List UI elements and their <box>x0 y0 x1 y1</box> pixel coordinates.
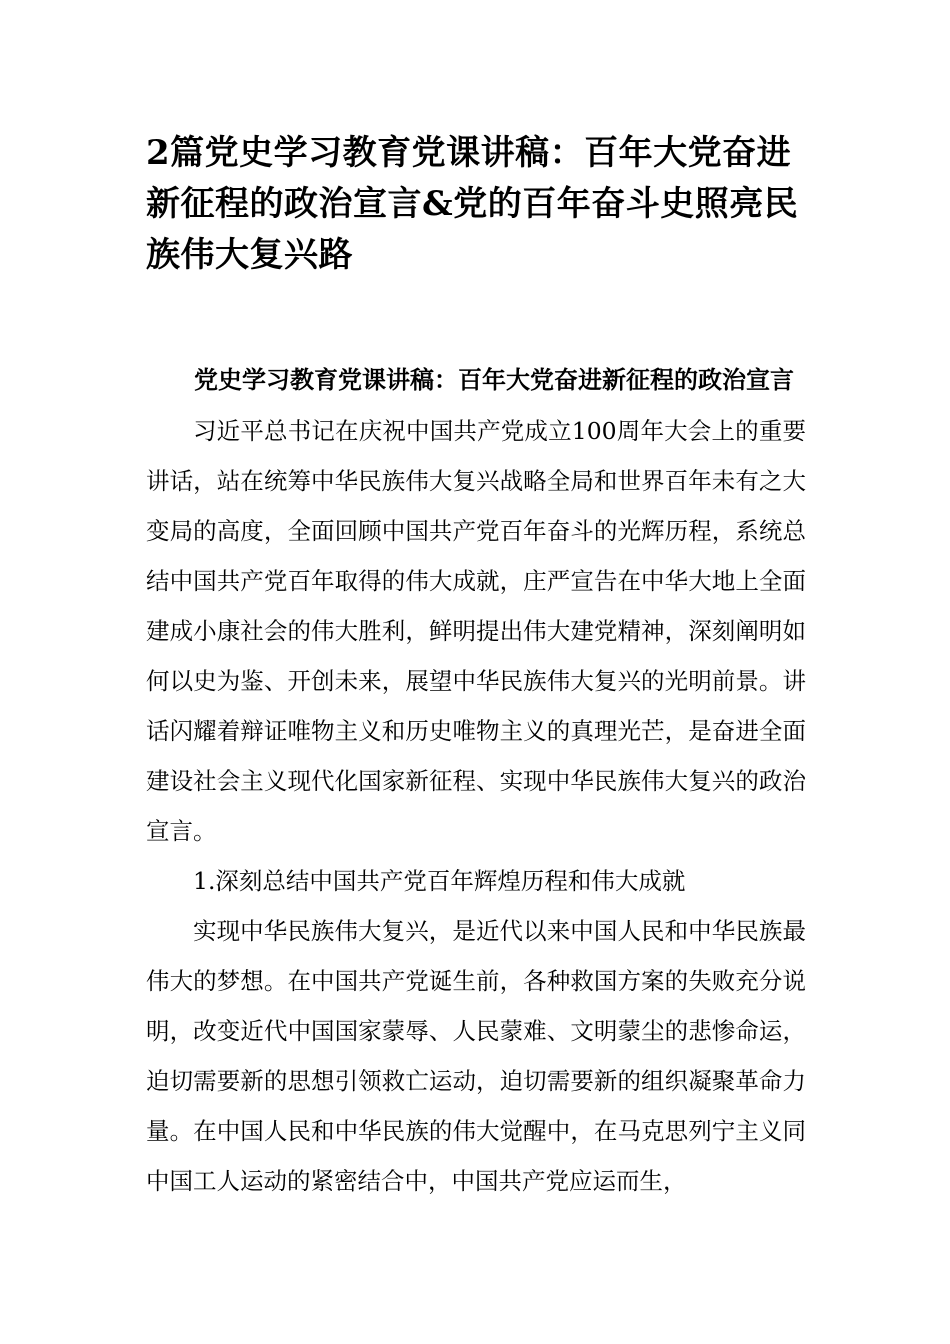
numbered-subheading: 1.深刻总结中国共产党百年辉煌历程和伟大成就 <box>193 867 686 895</box>
body-paragraph: 习近平总书记在庆祝中国共产党成立100周年大会上的重要讲话，站在统筹中华民族伟大复兴战略全局和世界百年未有之大变局的高度，全面回顾中国共产党百年奋斗的光辉历程，系统总结中国共产党百年取得的伟大成就，庄严宣告在中华大地上全面建成小康社会的伟大胜利，鲜明提出伟大建党精神，深刻阐明如何以史为鉴、开创未来，展望中华民族伟大复兴的光明前景。讲话闪耀着辩证唯物主义和历史唯物主义的真理光芒，是奋进全面建设社会主义现代化国家新征程、实现中华民族伟大复兴的政治宣言。 <box>146 417 806 845</box>
document-page <box>146 0 806 1206</box>
body-paragraph: 实现中华民族伟大复兴，是近代以来中国人民和中华民族最伟大的梦想。在中国共产党诞生前，各种救国方案的失败充分说明，改变近代中国国家蒙辱、人民蒙难、文明蒙尘的悲惨命运，迫切需要新的思想引领救亡运动，迫切需要新的组织凝聚革命力量。在中国人民和中华民族的伟大觉醒中，在马克思列宁主义同中国工人运动的紧密结合中，中国共产党应运而生， <box>146 917 806 1195</box>
document-title: 2篇党史学习教育党课讲稿：百年大党奋进新征程的政治宣言&党的百年奋斗史照亮民族伟大复兴路 <box>146 133 799 275</box>
section-heading: 党史学习教育党课讲稿：百年大党奋进新征程的政治宣言 <box>194 365 794 394</box>
